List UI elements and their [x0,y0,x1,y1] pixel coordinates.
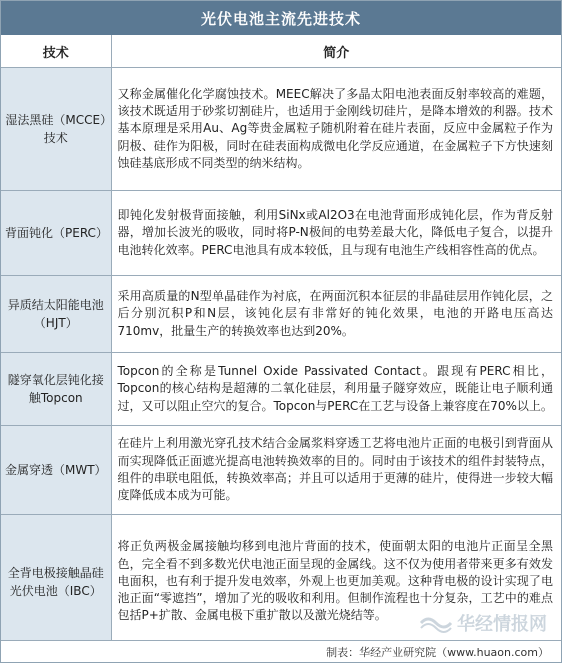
watermark-text: 华经情报网 [457,614,547,635]
tech-name-cell: 金属穿透（MWT） [1,426,111,515]
header-row [1,35,561,68]
tech-table [1,35,561,649]
tech-desc-cell: 采用高质量的N型单晶硅作为衬底，在两面沉积本征层的非晶硅层用作钝化层，之后分别沉积P和N层，该钝化层有非常好的钝化效果，电池的开路电压高达710mv，批量生产的转换效率也达到20%。 [111,276,561,353]
table-row [1,426,561,515]
tech-name-cell: 全背电极接触晶硅光伏电池（IBC） [1,515,111,649]
table-row [1,191,561,276]
table-row [1,68,561,191]
table-row [1,353,561,426]
source-footer: 制表：华经产业研究院（www.huaon.com） [1,640,561,662]
table-title: 光伏电池主流先进技术 [1,1,561,35]
tech-name-cell: 湿法黑硅（MCCE）技术 [1,68,111,191]
tech-desc-cell: Topcon的全称是Tunnel Oxide Passivated Contact。跟现有PERC相比，Topcon的核心结构是超薄的二氧化硅层，利用量子隧穿效应，既能让电子顺利通过，又可以阻止空穴的复合。Topcon与PERC在工艺与设备上兼容度在70%以上。 [111,353,561,426]
tech-desc-cell: 将正负两极金属接触均移到电池片背面的技术，使面朝太阳的电池片正面呈全黑色，完全看不到多数光伏电池正面呈现的金属线。这不仅为使用者带来更多有效发电面积，也有利于提升发电效率，外观上也更加美观。这种背电极的设计实现了电池正面“零遮挡”，增加了光的吸收和利用。但制作流程也十分复杂，工艺中的难点包括P+扩散、金属电极下重扩散以及激光烧结等。 [111,515,561,649]
tech-name-cell: 异质结太阳能电池（HJT） [1,276,111,353]
table-row [1,276,561,353]
table-row [1,515,561,649]
tech-name-cell: 隧穿氧化层钝化接触Topcon [1,353,111,426]
header-tech: 技术 [1,35,111,68]
tech-name-cell: 背面钝化（PERC） [1,191,111,276]
tech-desc-cell: 又称金属催化化学腐蚀技术。MEEC解决了多晶太阳电池表面反射率较高的难题，该技术既适用于砂浆切割硅片，也适用于金刚线切硅片，是降本增效的利器。技术基本原理是采用Au、Ag等贵金属粒子随机附着在硅片表面，反应中金属粒子作为阴极、硅作为阳极，同时在硅表面构成微电化学反应通道，在金属粒子下方快速刻蚀硅基底形成不同类型的纳米结构。 [111,68,561,191]
tech-desc-cell: 即钝化发射极背面接触，利用SiNx或Al2O3在电池背面形成钝化层，作为背反射器，增加长波光的吸收，同时将P-N极间的电势差最大化，降低电子复合，以提升电池转化效率。PERC电池具有成本较低，且与现有电池生产线相容性高的优点。 [111,191,561,276]
header-intro: 简介 [111,35,561,68]
tech-desc-cell: 在硅片上利用激光穿孔技术结合金属浆料穿透工艺将电池片正面的电极引到背面从而实现降低正面遮光提高电池转换效率的目的。同时由于该技术的组件封装特点，组件的串联电阻低，转换效率高；并且可以适用于更薄的硅片，使得进一步较大幅度降低成本成为可能。 [111,426,561,515]
